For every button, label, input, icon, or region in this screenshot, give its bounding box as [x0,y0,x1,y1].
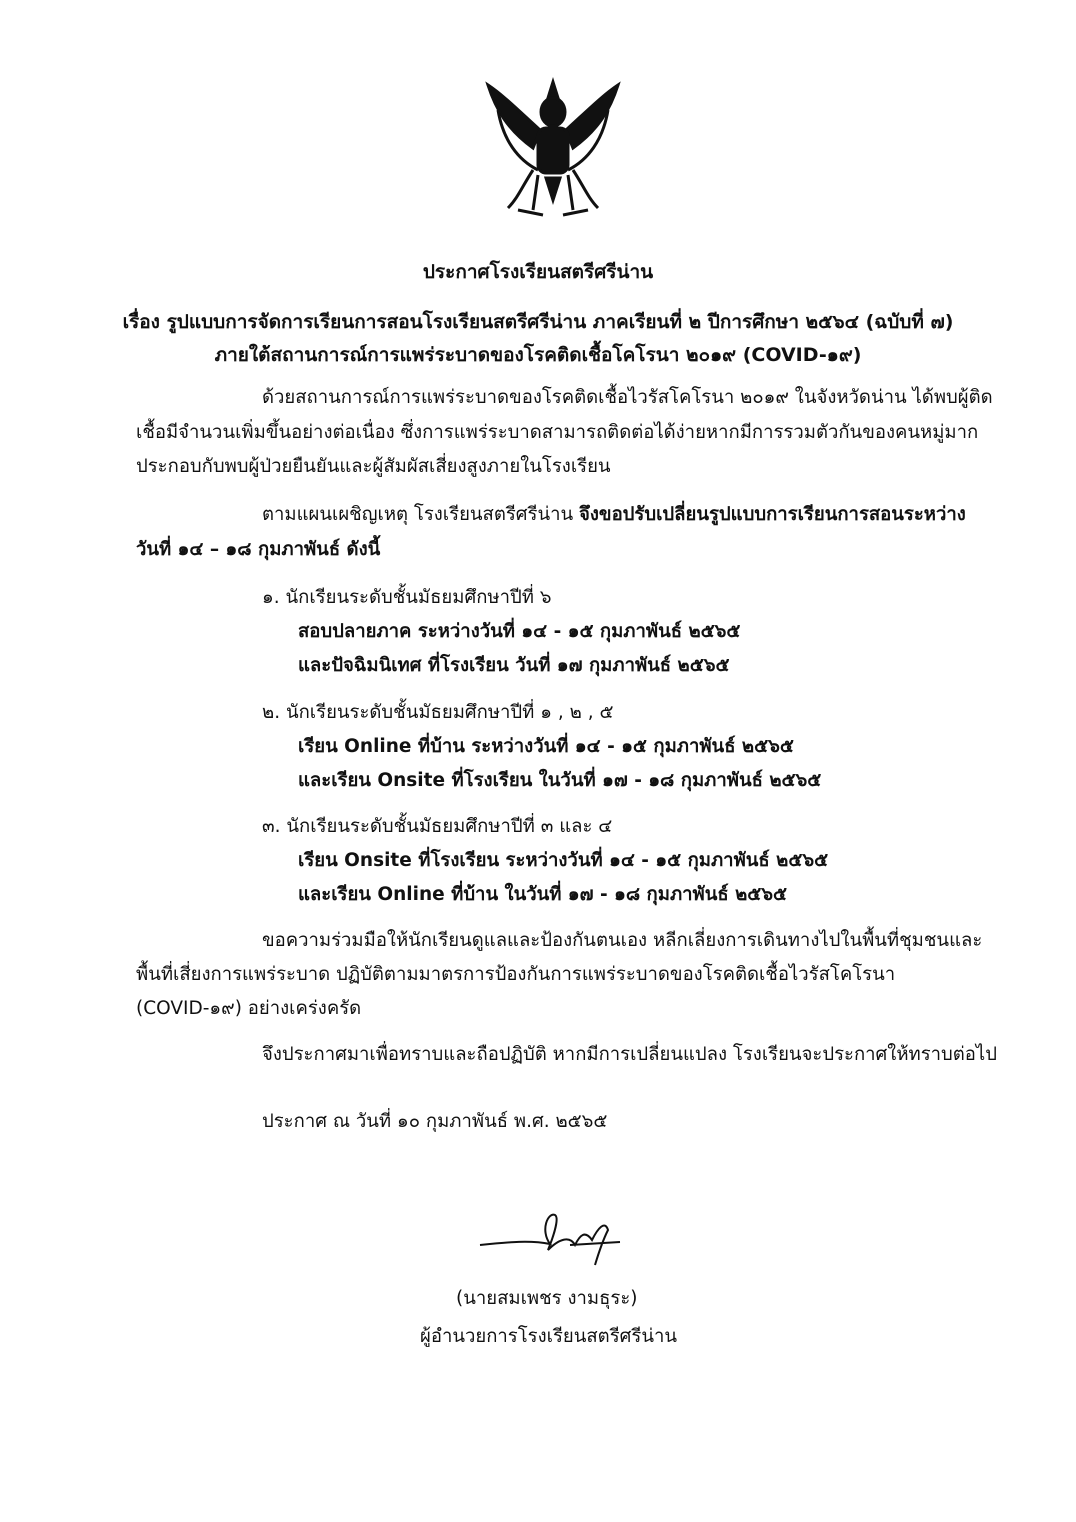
para3-line2: พื้นที่เสี่ยงการแพร่ระบาด ปฏิบัติตามมาตรการป้องกันการแพร่ระบาดของโรคติดเชื้อไวรัสโคโรนา [136,964,896,985]
item1-heading: ๑. นักเรียนระดับชั้นมัธยมศึกษาปีที่ ๖ [262,587,552,608]
item1-detail2: และปัจฉิมนิเทศ ที่โรงเรียน วันที่ ๑๗ กุมภาพันธ์ ๒๕๖๕ [298,655,730,676]
para2-line2: วันที่ ๑๔ – ๑๘ กุมภาพันธ์ ดังนี้ [136,539,381,560]
para2-line1-bold: จึงขอปรับเปลี่ยนรูปแบบการเรียนการสอนระหว่าง [579,504,966,525]
para1-line2: เชื้อมีจำนวนเพิ่มขึ้นอย่างต่อเนื่อง ซึ่งการแพร่ระบาดสามารถติดต่อได้ง่ายหากมีการรวมตัวกันของคนหมู่มาก [136,422,979,443]
signature-image [470,1200,650,1280]
para4: จึงประกาศมาเพื่อทราบและถือปฏิบัติ หากมีการเปลี่ยนแปลง โรงเรียนจะประกาศให้ทราบต่อไป [262,1044,997,1065]
date-line: ประกาศ ณ วันที่ ๑๐ กุมภาพันธ์ พ.ศ. ๒๕๖๕ [262,1111,608,1132]
item1-detail1: สอบปลายภาค ระหว่างวันที่ ๑๔ - ๑๕ กุมภาพันธ์ ๒๕๖๕ [298,621,741,642]
item3-heading: ๓. นักเรียนระดับชั้นมัธยมศึกษาปีที่ ๓ และ ๔ [262,816,613,837]
item2-heading: ๒. นักเรียนระดับชั้นมัธยมศึกษาปีที่ ๑ , ๒ , ๕ [262,702,614,723]
item2-detail2: และเรียน Onsite ที่โรงเรียน ในวันที่ ๑๗ - ๑๘ กุมภาพันธ์ ๒๕๖๕ [298,770,822,791]
subject-line-1: เรื่อง รูปแบบการจัดการเรียนการสอนโรงเรียนสตรีศรีน่าน ภาคเรียนที่ ๒ ปีการศึกษา ๒๕๖๔ (ฉบับที่ ๗) [122,311,954,333]
para2-line1 [262,500,966,530]
subject-line-2: ภายใต้สถานการณ์การแพร่ระบาดของโรคติดเชื้อโคโรนา ๒๐๑๙ (COVID-๑๙) [214,344,862,366]
signer-name: (นายสมเพชร งามธุระ) [456,1288,638,1309]
item2-detail1: เรียน Online ที่บ้าน ระหว่างวันที่ ๑๔ - ๑๕ กุมภาพันธ์ ๒๕๖๕ [298,736,794,757]
para3-line3: (COVID-๑๙) อย่างเคร่งครัด [136,998,362,1019]
garuda-emblem-icon [478,70,628,225]
announcement-title: ประกาศโรงเรียนสตรีศรีน่าน [422,261,654,283]
para2-line1-normal: ตามแผนเผชิญเหตุ โรงเรียนสตรีศรีน่าน [262,504,580,525]
para3-line1: ขอความร่วมมือให้นักเรียนดูแลและป้องกันตนเอง หลีกเลี่ยงการเดินทางไปในพื้นที่ชุมชนและ [262,930,983,951]
para1-line3: ประกอบกับพบผู้ป่วยยืนยันและผู้สัมผัสเสี่ยงสูงภายในโรงเรียน [136,456,611,477]
item3-detail1: เรียน Onsite ที่โรงเรียน ระหว่างวันที่ ๑๔ - ๑๕ กุมภาพันธ์ ๒๕๖๕ [298,850,829,871]
item3-detail2: และเรียน Online ที่บ้าน ในวันที่ ๑๗ - ๑๘ กุมภาพันธ์ ๒๕๖๕ [298,884,788,905]
para1-line1: ด้วยสถานการณ์การแพร่ระบาดของโรคติดเชื้อไวรัสโคโรนา ๒๐๑๙ ในจังหวัดน่าน ได้พบผู้ติด [262,387,993,408]
signer-position: ผู้อำนวยการโรงเรียนสตรีศรีน่าน [420,1326,677,1347]
